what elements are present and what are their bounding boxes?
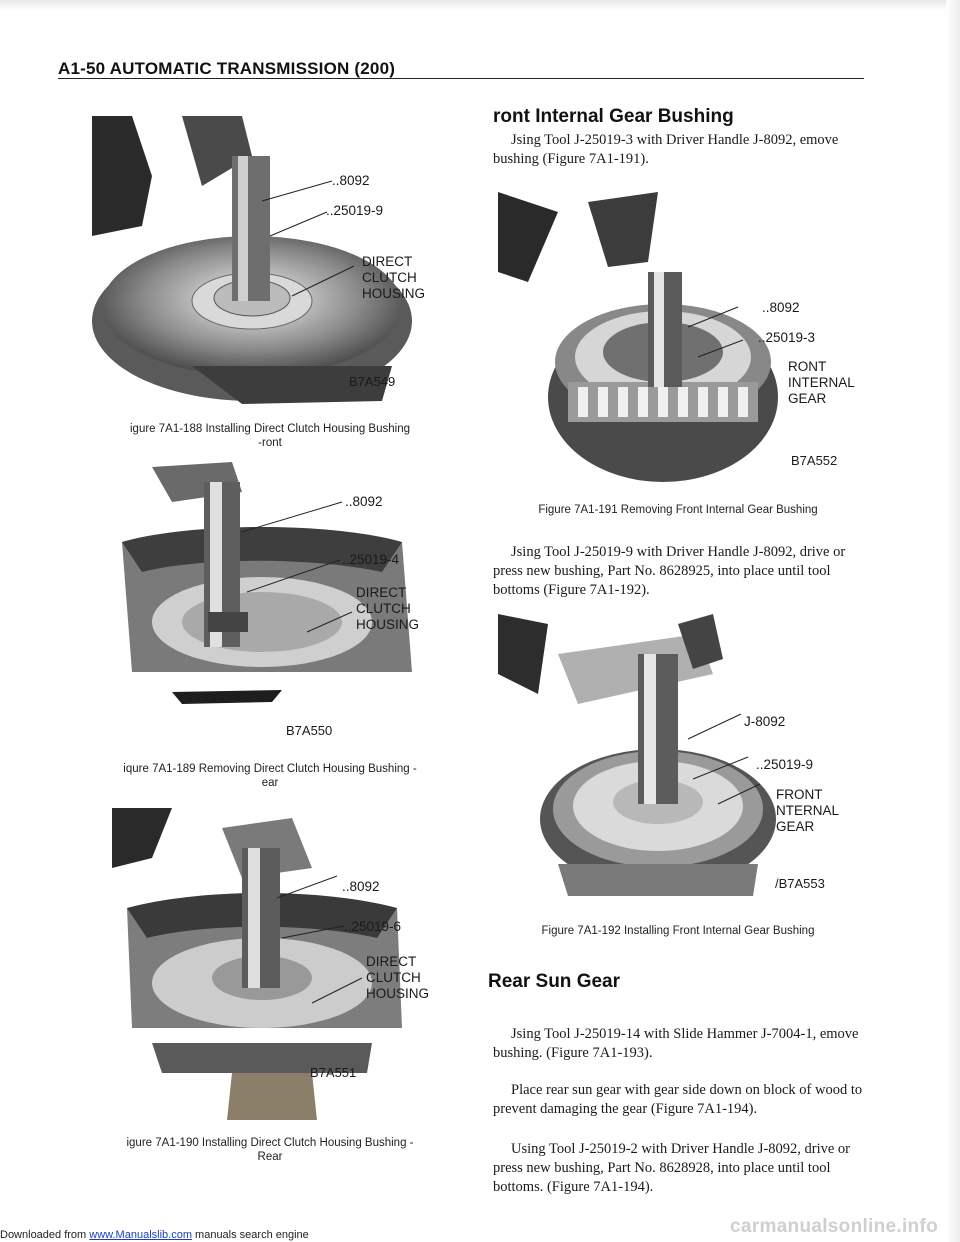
figure-190-caption <box>80 1136 460 1164</box>
figure-189-label-handle: ..8092 <box>345 494 383 509</box>
figure-190-label-handle: ..8092 <box>342 879 380 894</box>
figure-191-photo <box>498 192 788 492</box>
figure-192-label-tool: ..25019-9 <box>756 757 814 772</box>
scan-top-shade <box>0 0 960 10</box>
figure-189-code: B7A550 <box>286 723 333 738</box>
figure-189-caption <box>80 762 460 790</box>
figure-190-label-part: DIRECT CLUTCH HOUSING <box>366 954 430 1001</box>
footer-link[interactable]: www.Manualslib.com <box>89 1229 192 1241</box>
figure-188-caption-line1: igure 7A1-188 Installing Direct Clutch Housing Bushing <box>130 423 410 435</box>
figure-191-caption <box>493 503 863 517</box>
paragraph-remove-rear-sun-bushing: Jsing Tool J-25019-14 with Slide Hammer J-7004-1, emove bushing. (Figure 7A1-193). <box>493 1026 859 1061</box>
figure-189-caption-line1: iqure 7A1-189 Removing Direct Clutch Housing Bushing - <box>123 763 417 775</box>
figure-188-code: B7A549 <box>349 374 396 389</box>
scan-side-shade <box>946 0 960 1242</box>
figure-188-caption-line2: -ront <box>258 437 282 449</box>
footer-prefix: Downloaded from <box>0 1229 90 1241</box>
download-footer <box>0 1229 309 1241</box>
figure-191-label-handle: ..8092 <box>762 300 800 315</box>
figure-192-caption <box>493 924 863 938</box>
paragraph-install-front-bushing: Jsing Tool J-25019-9 with Driver Handle J-8092, drive or press new bushing, Part No. 8628925, into place until tool bottoms (Figure 7A1-192). <box>493 544 846 598</box>
header-rule <box>58 78 864 79</box>
paragraph-install-rear-sun-bushing: Using Tool J-25019-2 with Driver Handle J-8092, drive or press new bushing, Part No. 8628928, into place until tool bottoms. (Figure 7A1-194). <box>493 1141 851 1195</box>
figure-191-code: B7A552 <box>791 453 838 468</box>
site-watermark: carmanualsonline.info <box>730 1216 938 1237</box>
figure-188-label-part: DIRECT CLUTCH HOUSING <box>362 254 426 301</box>
figure-189-caption-line2: ear <box>261 777 279 789</box>
page-header-title: A1-50 AUTOMATIC TRANSMISSION (200) <box>58 59 396 78</box>
figure-191-label-tool: ..25019-3 <box>758 330 816 345</box>
figure-190-caption-line2: Rear <box>257 1151 283 1163</box>
figure-189-label-part: DIRECT CLUTCH HOUSING <box>356 585 420 632</box>
figure-188-label-handle: ..8092 <box>332 173 370 188</box>
figure-190-caption-line1: igure 7A1-190 Installing Direct Clutch Housing Bushing - <box>126 1137 414 1149</box>
figure-190-label-tool: ..25019-6 <box>344 919 402 934</box>
paragraph-remove-front-bushing: Jsing Tool J-25019-3 with Driver Handle J-8092, emove bushing (Figure 7A1-191). <box>493 132 839 167</box>
figure-192-label-handle: J-8092 <box>744 714 786 729</box>
figure-190-code: B7A551 <box>310 1065 357 1080</box>
section-heading-front-internal-gear-bushing: ront Internal Gear Bushing <box>493 106 734 127</box>
section-heading-rear-sun-gear: Rear Sun Gear <box>488 971 620 992</box>
footer-suffix: manuals search engine <box>191 1229 309 1241</box>
figure-192-code: /B7A553 <box>775 876 825 891</box>
paragraph-place-rear-sun-gear: Place rear sun gear with gear side down on block of wood to prevent damaging the gear (Figure 7A1-194). <box>493 1082 863 1117</box>
figure-191-label-part: RONT INTERNAL GEAR <box>788 359 855 406</box>
figure-189-label-tool: ..25019-4 <box>342 552 400 567</box>
figure-191-caption-line1: Figure 7A1-191 Removing Front Internal Gear Bushing <box>538 504 818 516</box>
figure-188-caption <box>80 422 460 450</box>
figure-192-photo <box>498 614 788 896</box>
figure-192-caption-line1: Figure 7A1-192 Installing Front Internal Gear Bushing <box>541 925 815 937</box>
figure-192-label-part: FRONT NTERNAL GEAR <box>776 787 840 834</box>
figure-188-label-tool: ..25019-9 <box>326 203 384 218</box>
